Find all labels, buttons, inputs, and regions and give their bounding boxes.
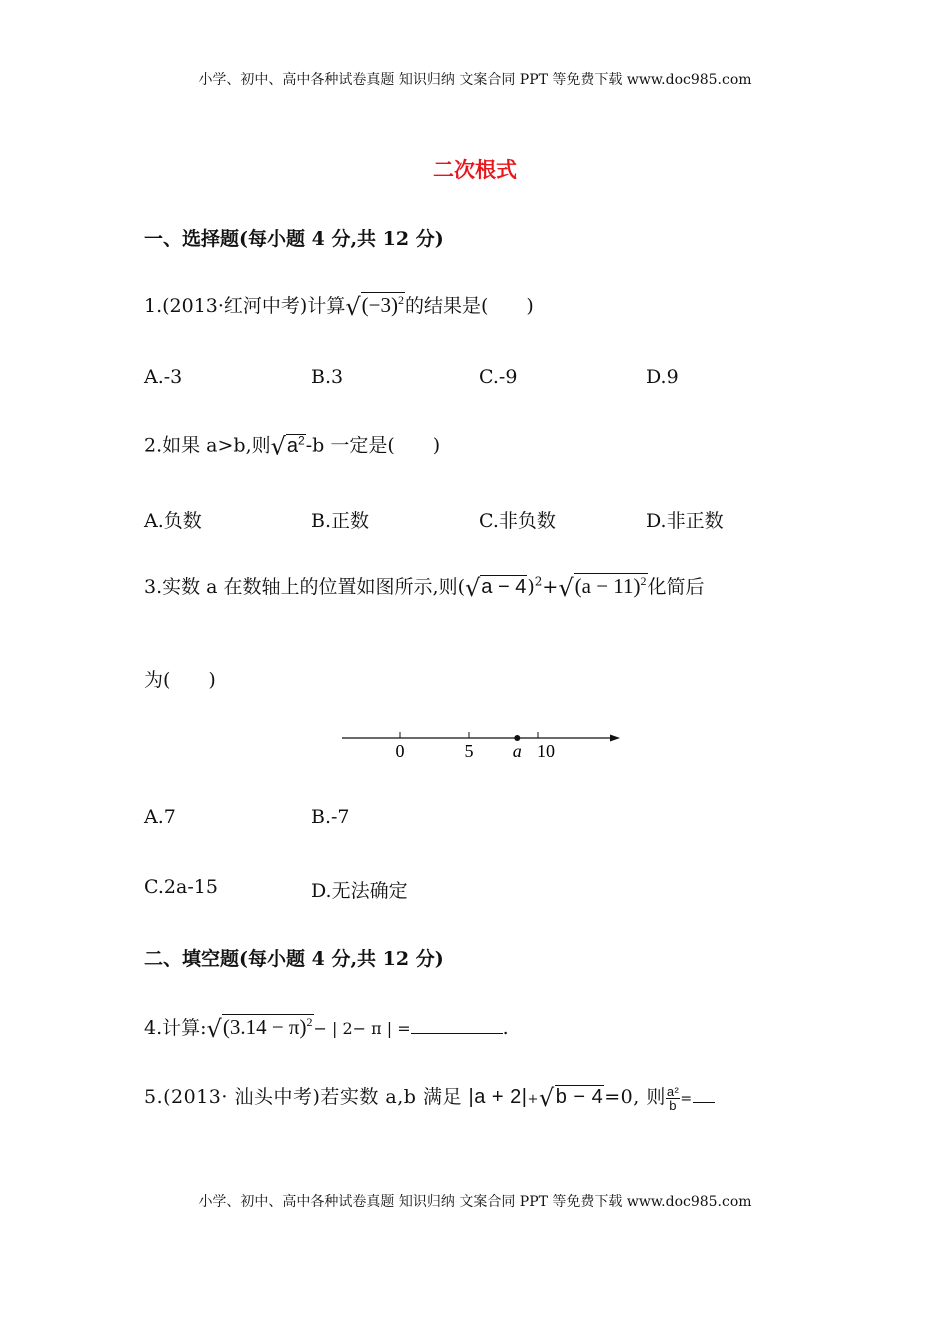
q1-post: 的结果是( )	[405, 295, 534, 317]
question-2	[144, 426, 440, 461]
question-4	[144, 1008, 509, 1043]
question-3	[144, 567, 705, 602]
q5-radicand: b − 4	[555, 1086, 604, 1108]
number-line	[330, 720, 630, 770]
q5-eq: =	[680, 1091, 693, 1107]
q3-radicand-1: a − 4	[481, 576, 527, 598]
label-5: 5	[464, 741, 474, 761]
sqrt-icon: √	[558, 574, 574, 602]
q4-radicand: $(3.14 - \pi)^2$	[222, 1015, 313, 1039]
q1-radicand: $(-3)^2$	[361, 293, 404, 317]
label-a: a	[512, 741, 522, 761]
q4-end: .	[502, 1017, 509, 1039]
q2-option-c: C.非负数	[479, 510, 556, 532]
sqrt-icon: √	[345, 293, 361, 321]
arrow-icon	[610, 735, 620, 742]
q3-exp: 2	[534, 574, 543, 589]
q3-post: 化简后	[647, 576, 705, 598]
q3-text: 3.实数 a 在数轴上的位置如图所示,则(	[144, 576, 465, 598]
sqrt-icon: √	[206, 1015, 222, 1043]
q2-option-b: B.正数	[311, 510, 370, 532]
section-choice-heading: 一、选择题(每小题 4 分,共 12 分)	[144, 228, 444, 250]
q2-option-a: A.负数	[144, 510, 202, 532]
q5-post: =0, 则	[604, 1086, 666, 1108]
q5-fraction: $\frac{\text{a²}}{b}$	[666, 1083, 680, 1113]
q2-post: -b 一定是( )	[305, 434, 441, 457]
page-footer: 小学、初中、高中各种试卷真题 知识归纳 文案合同 PPT 等免费下载 www.doc985.com	[198, 1194, 752, 1210]
q2-text: 2.如果 a>b,则	[144, 434, 271, 457]
section-fill-heading: 二、填空题(每小题 4 分,共 12 分)	[144, 948, 444, 970]
q5-text: 5.(2013· 汕头中考)若实数 a,b 满足	[144, 1086, 462, 1108]
q1-text: 1.(2013·红河中考)计算	[144, 295, 346, 317]
q2-radicand: $a^2$	[286, 433, 305, 457]
q5-plus: +	[527, 1092, 539, 1107]
q3-option-b: B.-7	[311, 806, 350, 828]
q2-option-d: D.非正数	[646, 510, 724, 532]
q1-option-a: A.-3	[144, 366, 183, 388]
q4-post: − | 2− π | =	[313, 1019, 411, 1038]
sqrt-icon: √	[538, 1084, 555, 1112]
answer-blank[interactable]	[693, 1084, 715, 1103]
page-title: 二次根式	[433, 157, 517, 182]
q3-paren: )	[527, 576, 535, 598]
label-10: 10	[537, 741, 555, 761]
question-5	[144, 1083, 715, 1114]
q3-option-a: A.7	[144, 806, 176, 828]
q1-option-d: D.9	[646, 366, 679, 388]
q3-radicand-2: $(a - 11)^2$	[574, 574, 647, 598]
q3-line-2: 为( )	[144, 669, 216, 691]
q1-option-b: B.3	[311, 366, 344, 388]
q3-option-d: D.无法确定	[311, 880, 408, 902]
q3-option-c: C.2a-15	[144, 876, 218, 898]
q4-text: 4.计算:	[144, 1017, 207, 1039]
answer-blank[interactable]	[411, 1015, 503, 1034]
sqrt-icon: √	[465, 574, 481, 602]
sqrt-icon: √	[270, 432, 286, 461]
page-header: 小学、初中、高中各种试卷真题 知识归纳 文案合同 PPT 等免费下载 www.doc985.com	[198, 72, 752, 88]
question-1	[144, 286, 534, 321]
q5-abs: |a + 2|	[468, 1086, 528, 1108]
q1-option-c: C.-9	[479, 366, 518, 388]
q3-plus: +	[542, 576, 559, 598]
label-0: 0	[395, 741, 405, 761]
